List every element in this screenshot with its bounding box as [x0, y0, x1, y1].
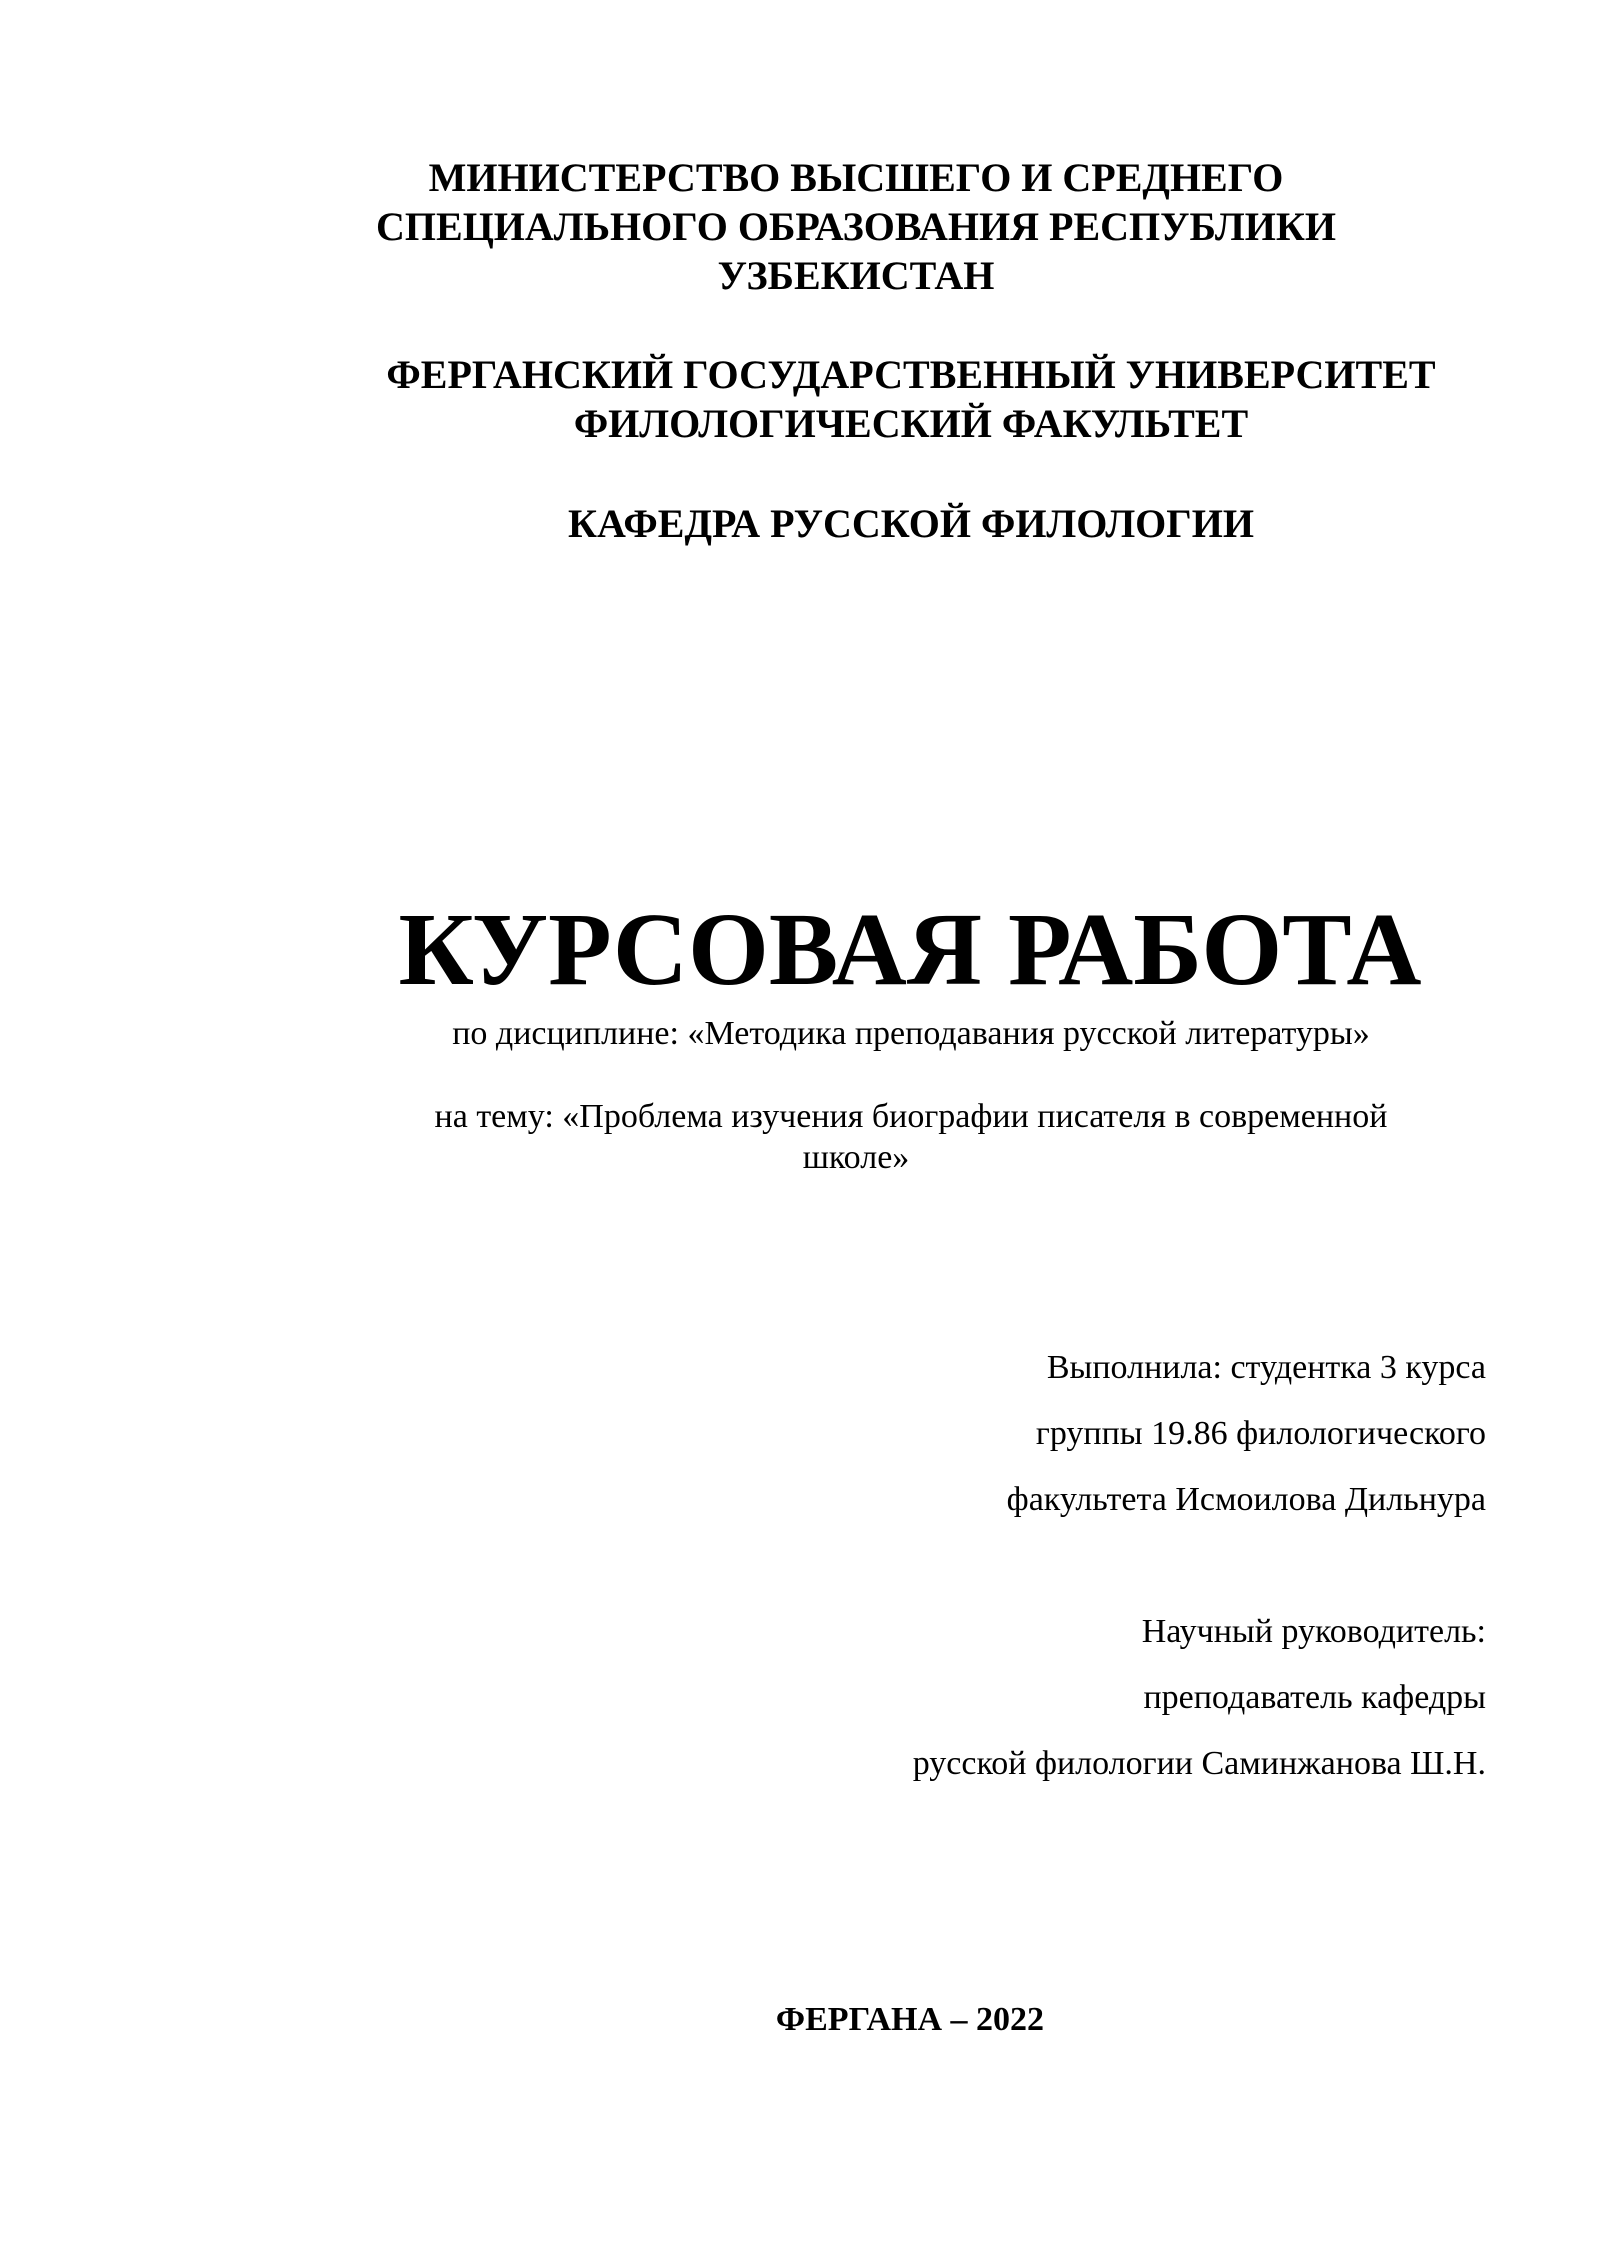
ministry-line-2: СПЕЦИАЛЬНОГО ОБРАЗОВАНИЯ РЕСПУБЛИКИ — [376, 204, 1336, 249]
ministry-line-1: МИНИСТЕРСТВО ВЫСШЕГО И СРЕДНЕГО — [428, 155, 1284, 200]
discipline-line: по дисциплине: «Методика преподавания русской литературы» — [452, 1015, 1370, 1052]
supervisor-line-1: Научный руководитель: — [1141, 1613, 1486, 1650]
city-year: ФЕРГАНА – 2022 — [775, 2001, 1045, 2038]
supervisor-line-3: русской филологии Саминжанова Ш.Н. — [912, 1745, 1486, 1782]
author-line-3: факультета Исмоилова Дильнура — [1006, 1481, 1486, 1518]
ministry-line-3: УЗБЕКИСТАН — [717, 253, 995, 298]
document-title: КУРСОВАЯ РАБОТА — [398, 892, 1422, 1007]
faculty-name: ФИЛОЛОГИЧЕСКИЙ ФАКУЛЬТЕТ — [573, 401, 1249, 446]
university-name: ФЕРГАНСКИЙ ГОСУДАРСТВЕННЫЙ УНИВЕРСИТЕТ — [386, 352, 1436, 397]
author-line-2: группы 19.86 филологического — [1035, 1415, 1486, 1452]
topic-line-2: школе» — [802, 1139, 910, 1176]
supervisor-line-2: преподаватель кафедры — [1143, 1679, 1486, 1716]
department-name: КАФЕДРА РУССКОЙ ФИЛОЛОГИИ — [568, 501, 1254, 546]
author-line-1: Выполнила: студентка 3 курса — [1046, 1349, 1486, 1386]
topic-line-1: на тему: «Проблема изучения биографии писателя в современной — [434, 1098, 1388, 1135]
